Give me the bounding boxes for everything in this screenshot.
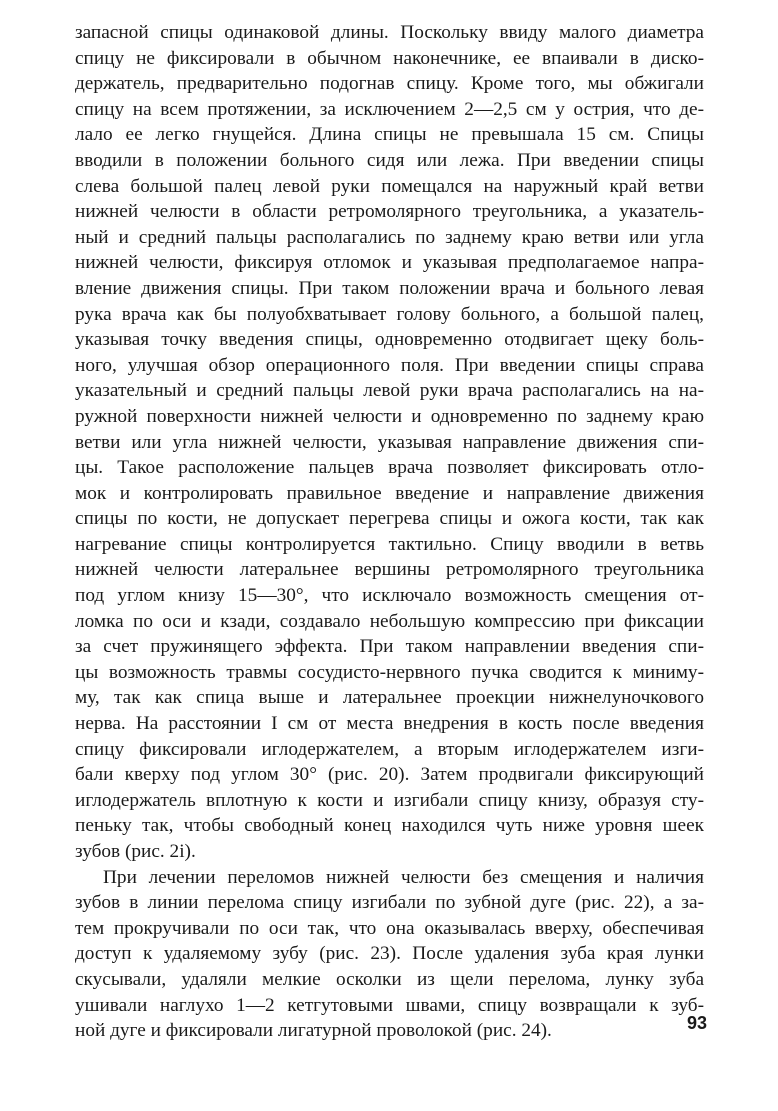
text-line: пеньку так, чтобы свободный конец находился чуть ниже уровня шеек [75, 815, 704, 837]
text-line: вление движения спицы. При таком положении врача и больного левая [75, 277, 704, 299]
text-line: мок и контролировать правильное введение и направление движения [75, 482, 704, 504]
text-line: слева большой палец левой руки помещался на наружный край ветви [75, 175, 704, 197]
text-line: ружной поверхности нижней челюсти и одновременно по заднему краю [75, 405, 704, 427]
text-line: рука врача как бы полуобхватывает голову больного, а большой палец, [75, 303, 704, 325]
text-line: ной дуге и фиксировали лигатурной проволокой (рис. 24). [75, 1020, 552, 1042]
text-line: ного, улучшая обзор операционного поля. При введении спицы справа [75, 354, 704, 376]
text-line: спицы по кости, не допускает перегрева спицы и ожога кости, так как [75, 508, 704, 530]
text-line: спицу не фиксировали в обычном наконечнике, ее впаивали в диско- [75, 47, 704, 69]
paragraph [75, 20, 704, 865]
paragraph [75, 865, 704, 1044]
text-line: указательный и средний пальцы левой руки врача располагались на на- [75, 380, 704, 402]
text-line: При лечении переломов нижней челюсти без смещения и наличия [103, 866, 704, 888]
text-line: скусывали, удаляли мелкие осколки из щели перелома, лунку зуба [75, 968, 704, 990]
text-line: цы возможность травмы сосудисто-нервного пучка сводится к миниму- [75, 661, 704, 683]
text-line: му, так как спица выше и латеральнее проекции нижнелуночкового [75, 687, 704, 709]
text-line: запасной спицы одинаковой длины. Поскольку ввиду малого диаметра [75, 22, 704, 43]
text-line: ломка по оси и кзади, создавало небольшую компрессию при фиксации [75, 610, 704, 632]
text-line: под углом книзу 15—30°, что исключало возможность смещения от- [75, 585, 704, 607]
text-line: за счет пружинящего эффекта. При таком направлении введения спи- [75, 636, 704, 658]
text-line: доступ к удаляемому зубу (рис. 23). После удаления зуба края лунки [75, 943, 704, 965]
text-line: вводили в положении больного сидя или лежа. При введении спицы [75, 149, 704, 171]
text-line: нижней челюсти, фиксируя отломок и указывая предполагаемое напра- [75, 252, 704, 274]
text-line: ушивали наглухо 1—2 кетгутовыми швами, спицу возвращали к зуб- [75, 994, 704, 1016]
page-number: 93 [686, 1013, 707, 1033]
text-line: спицу фиксировали иглодержателем, а вторым иглодержателем изги- [75, 738, 704, 760]
text-line: зубов (рис. 2і). [75, 841, 196, 862]
text-line: зубов в линии перелома спицу изгибали по зубной дуге (рис. 22), а за- [75, 892, 704, 914]
text-line: нерва. На расстоянии I см от места внедрения в кость после введения [75, 713, 704, 735]
text-line: ный и средний пальцы располагались по заднему краю ветви или угла [75, 226, 704, 248]
text-line: цы. Такое расположение пальцев врача позволяет фиксировать отло- [75, 457, 704, 479]
text-line: иглодержатель вплотную к кости и изгибали спицу книзу, образуя сту- [75, 789, 704, 811]
page-body [75, 20, 704, 1080]
text-line: спицу на всем протяжении, за исключением 2—2,5 см у острия, что де- [75, 98, 704, 120]
text-line: нижней челюсти латеральнее вершины ретромолярного треугольника [75, 559, 704, 581]
text-line: тем прокручивали по оси так, что она оказывалась вверху, обеспечивая [75, 917, 704, 939]
text-line: указывая точку введения спицы, одновременно отодвигает щеку боль- [75, 329, 704, 351]
text-line: лало ее легко гнущейся. Длина спицы не превышала 15 см. Спицы [75, 124, 704, 146]
text-line: держатель, предварительно подогнав спицу. Кроме того, мы обжигали [75, 73, 704, 95]
text-line: бали кверху под углом 30° (рис. 20). Затем продвигали фиксирующий [75, 764, 704, 786]
text-line: нижней челюсти в области ретромолярного треугольника, а указатель- [75, 201, 704, 223]
text-line: нагревание спицы контролируется тактильно. Спицу вводили в ветвь [75, 533, 704, 555]
text-line: ветви или угла нижней челюсти, указывая направление движения спи- [75, 431, 704, 453]
